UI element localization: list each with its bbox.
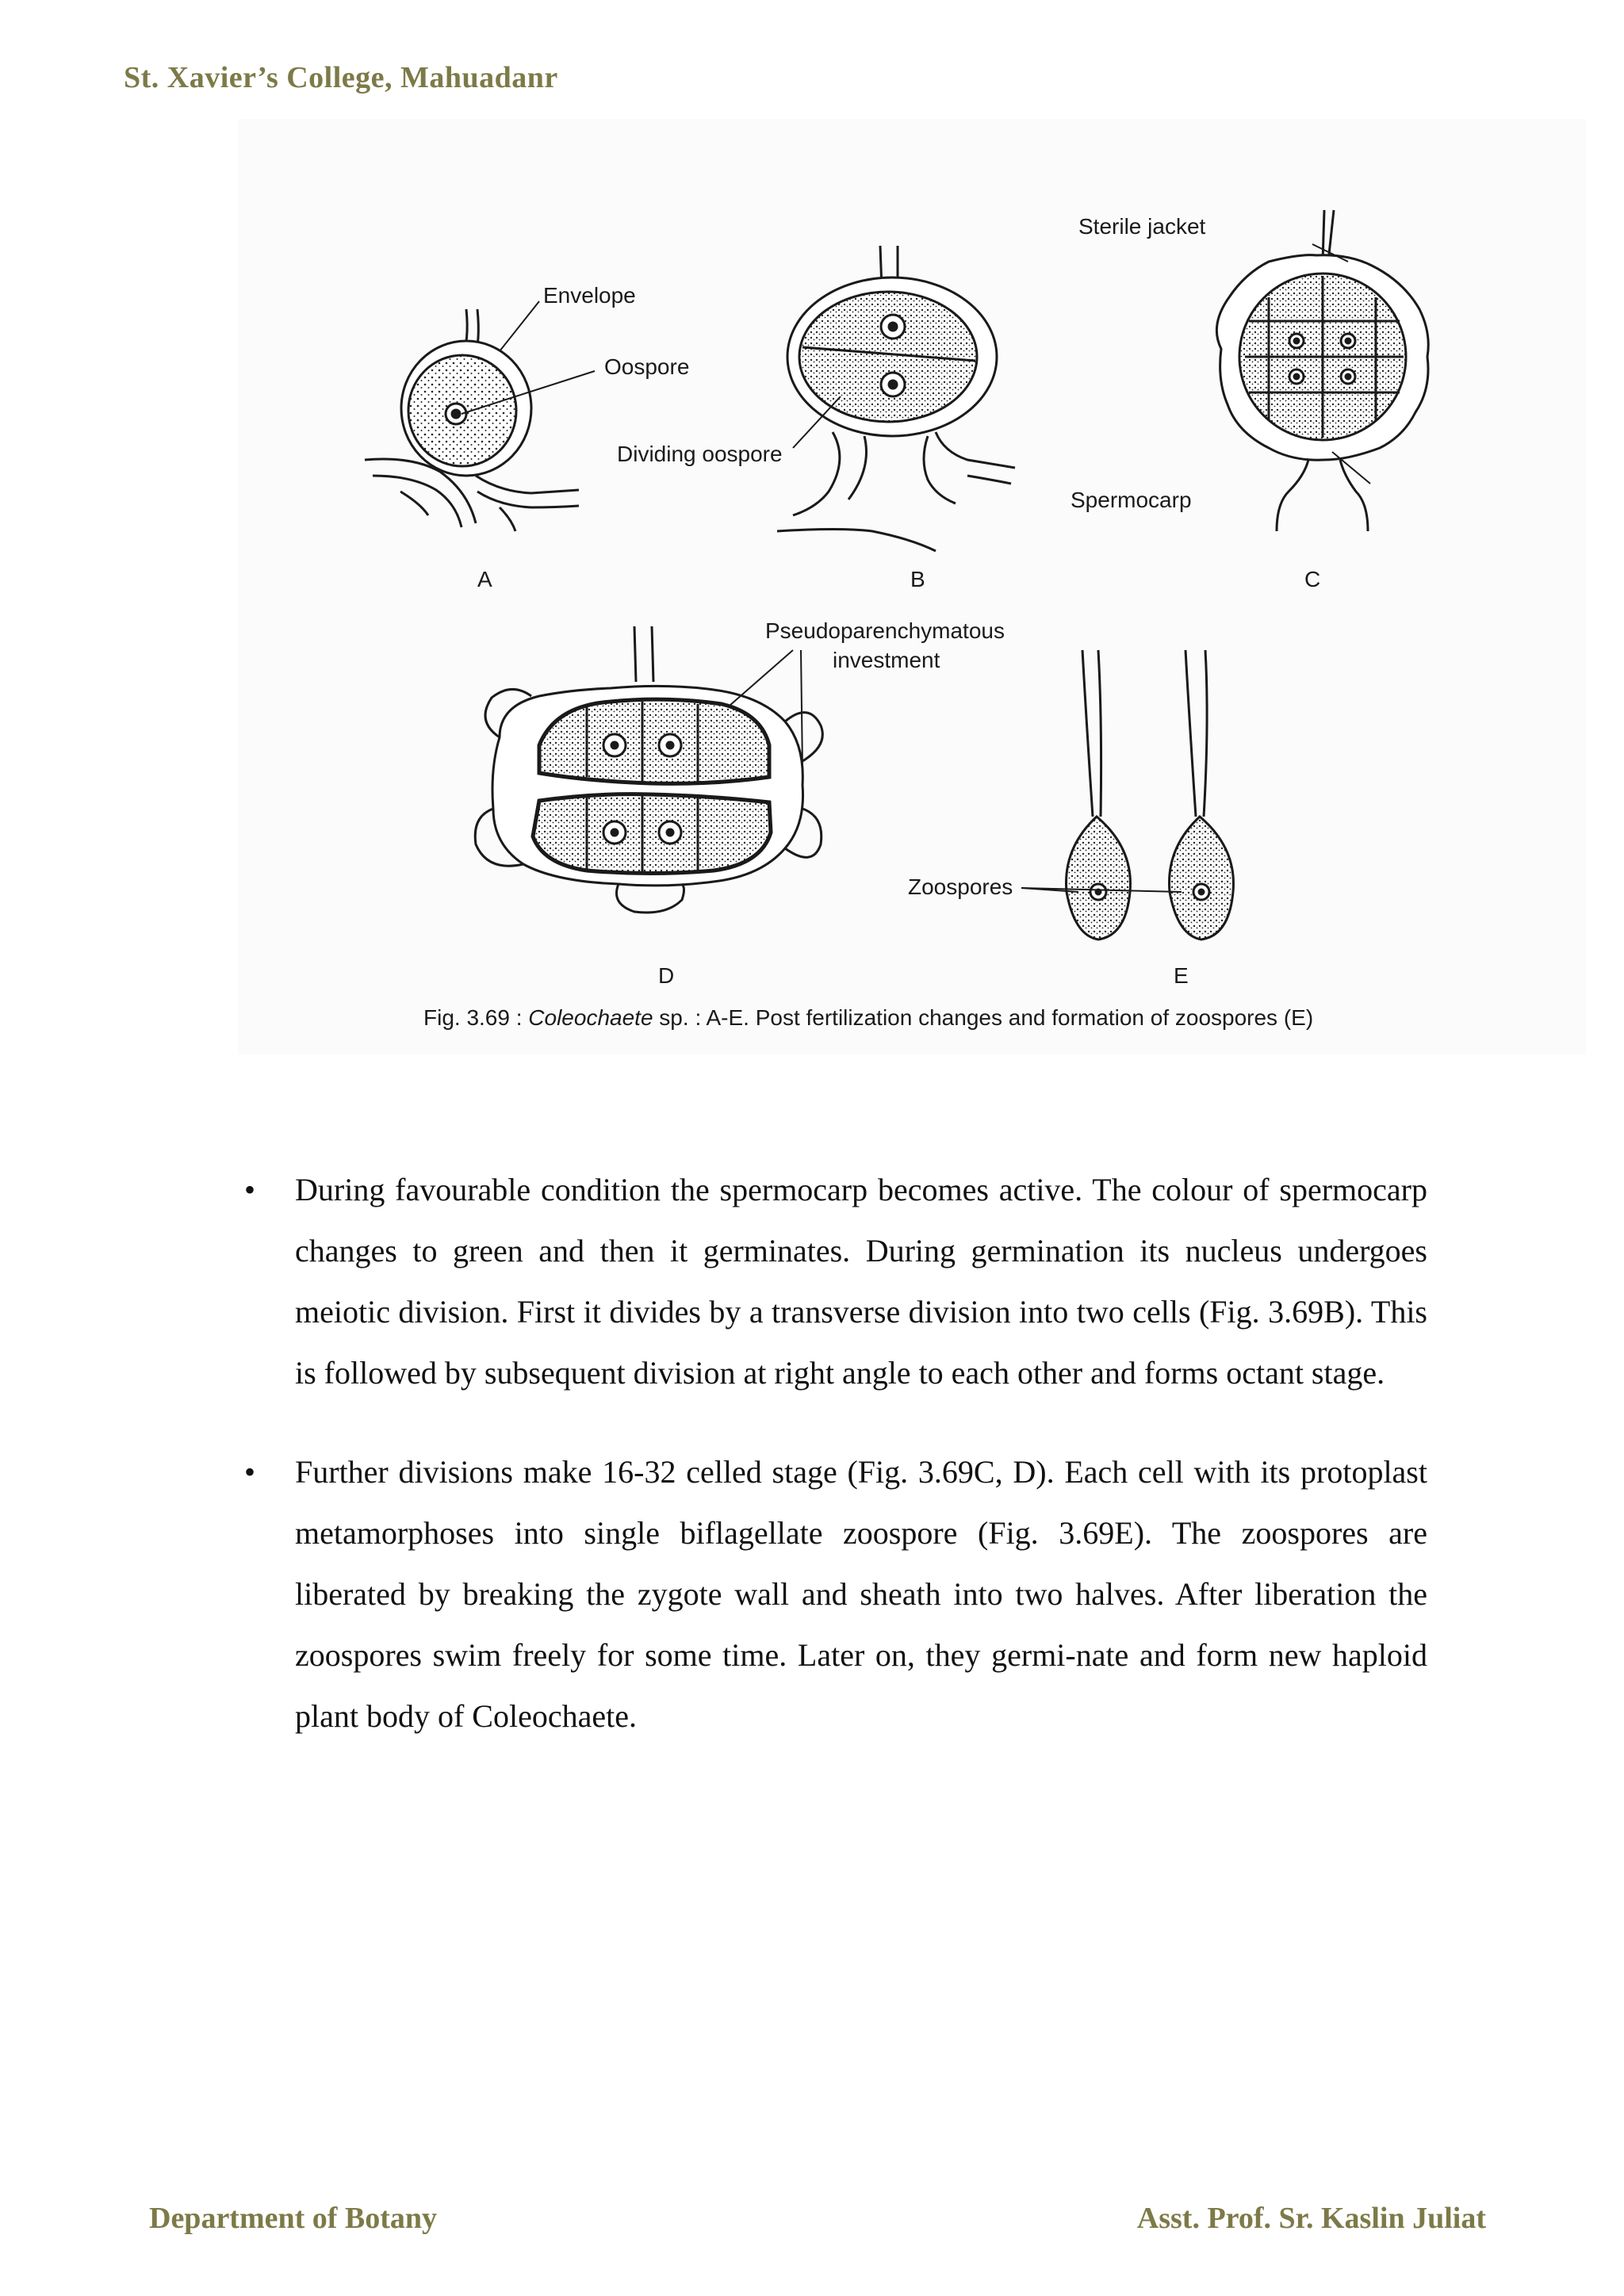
caption-rest: sp. : A-E. Post fertilization changes and formation of zoospores (E) (653, 1005, 1314, 1030)
label-dividing-oospore: Dividing oospore (617, 442, 783, 466)
panel-e-drawing (1066, 650, 1233, 939)
panel-a-drawing (365, 309, 579, 531)
label-oospore: Oospore (604, 354, 690, 379)
label-sterile-jacket: Sterile jacket (1078, 214, 1206, 239)
panel-letter-d: D (658, 963, 675, 988)
coleochaete-figure (238, 119, 1586, 1054)
list-item (238, 1159, 1427, 1403)
bullet-icon: • (244, 1454, 256, 1490)
panel-letter-b: B (910, 567, 925, 591)
panel-letter-e: E (1174, 963, 1189, 988)
label-pseudo-line2: investment (833, 648, 940, 672)
panel-letter-c: C (1304, 567, 1321, 591)
list-item (238, 1441, 1427, 1747)
footer-author: Asst. Prof. Sr. Kaslin Juliat (1136, 2202, 1486, 2235)
paragraph-text: Further divisions make 16-32 celled stage (Fig. 3.69C, D). Each cell with its protoplast metamorphoses into single biflagellate zoospore (Fig. 3.69E). The zoospores are liberated by breaking the zygote wall and sheath into two halves. After liberation the zoospores swim freely for some time. Later on, they germi-nate and form new haploid plant body of Coleochaete. (295, 1454, 1427, 1734)
bullet-icon: • (244, 1172, 256, 1207)
paragraph-text: During favourable condition the spermocarp becomes active. The colour of spermocarp changes to green and then it germinates. During germination its nucleus undergoes meiotic division. First it divides by a transverse division into two cells (Fig. 3.69B). This is followed by subsequent division at right angle to each other and forms octant stage. (295, 1172, 1427, 1391)
label-envelope: Envelope (543, 283, 636, 308)
envelope-leader (500, 301, 539, 351)
label-zoospores: Zoospores (908, 874, 1013, 899)
panel-c-drawing (1216, 210, 1428, 531)
pseudo-leader-2 (801, 650, 802, 769)
pseudo-leader-1 (730, 650, 793, 706)
caption-prefix: Fig. 3.69 : (423, 1005, 529, 1030)
body-text (238, 1159, 1427, 1785)
figure-panel (238, 119, 1586, 1054)
panel-b-drawing (777, 246, 1015, 551)
caption-genus: Coleochaete (528, 1005, 653, 1030)
header-institution: St. Xavier’s College, Mahuadanr (124, 61, 558, 94)
panel-letter-a: A (477, 567, 492, 591)
figure-caption (423, 1005, 1313, 1031)
label-pseudo-line1: Pseudoparenchymatous (765, 618, 1005, 643)
label-spermocarp: Spermocarp (1071, 488, 1192, 512)
footer-department: Department of Botany (149, 2202, 438, 2235)
